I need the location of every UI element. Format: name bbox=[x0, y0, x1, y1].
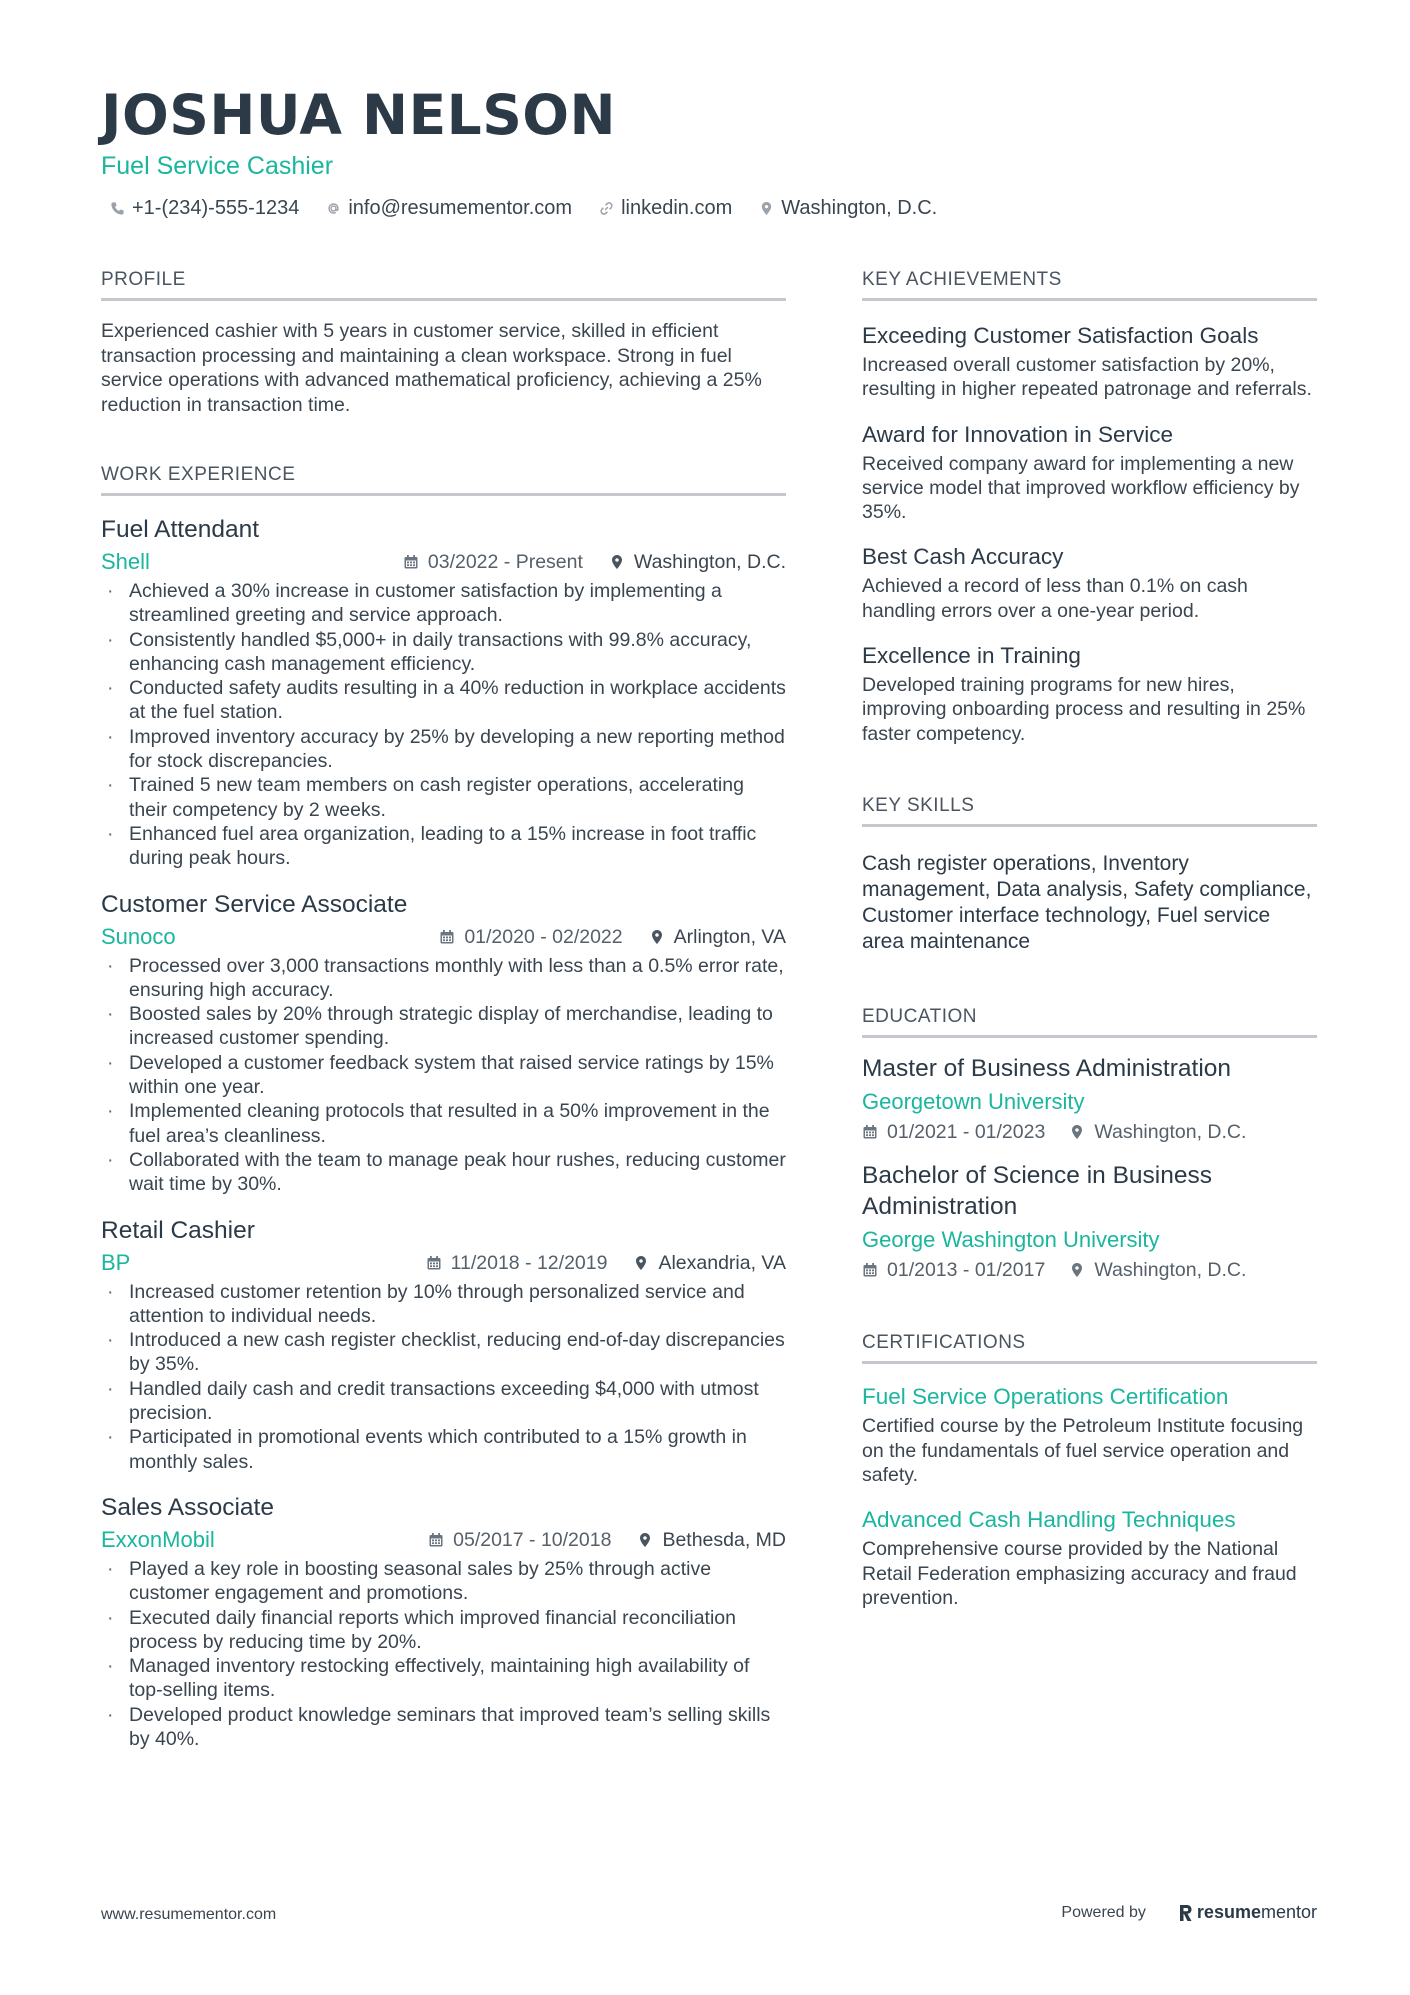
calendar-icon bbox=[862, 1124, 878, 1140]
job-bullets bbox=[101, 579, 786, 871]
job-entry bbox=[101, 1215, 786, 1474]
footer-branding bbox=[1061, 1902, 1317, 1923]
job-bullet: · Consistently handled $5,000+ in daily transactions with 99.8% accuracy, enhancing cash management efficiency. bbox=[107, 628, 752, 675]
footer-website[interactable]: www.resumementor.com bbox=[101, 1906, 277, 1923]
candidate-name: JOSHUA NELSON bbox=[101, 83, 617, 147]
education-heading: EDUCATION bbox=[862, 1005, 1317, 1038]
education-entry bbox=[862, 1161, 1317, 1283]
job-bullet: · Enhanced fuel area organization, leading to a 15% increase in foot traffic during peak hours. bbox=[107, 822, 757, 870]
brand-name-bold: resume bbox=[1196, 1902, 1261, 1922]
brand-name-light: mentor bbox=[1260, 1902, 1317, 1922]
achievement-desc: Received company award for implementing a new service model that improved workflow efficiency by 35%. bbox=[862, 452, 1300, 524]
calendar-icon bbox=[403, 554, 419, 570]
degree-title: Master of Business Administration bbox=[862, 1054, 1232, 1082]
job-bullet: · Trained 5 new team members on cash register operations, accelerating their competency by 2 weeks. bbox=[107, 774, 744, 821]
key-achievements-section bbox=[862, 268, 1317, 746]
achievement-title: Exceeding Customer Satisfaction Goals bbox=[862, 323, 1259, 348]
job-bullets bbox=[101, 1557, 786, 1751]
achievement-item bbox=[862, 420, 1317, 525]
job-bullet: · Implemented cleaning protocols that resulted in a 50% improvement in the fuel area’s cleanliness. bbox=[107, 1100, 770, 1147]
job-dates: 05/2017 - 10/2018 bbox=[428, 1527, 611, 1553]
job-entry bbox=[101, 1492, 786, 1751]
at-icon bbox=[325, 200, 342, 217]
calendar-icon bbox=[439, 929, 455, 945]
map-pin-icon bbox=[758, 200, 775, 217]
key-achievements-heading: KEY ACHIEVEMENTS bbox=[862, 268, 1317, 301]
job-company: Sunoco bbox=[101, 923, 176, 949]
job-bullet: · Conducted safety audits resulting in a 40% reduction in workplace accidents at the fuel station. bbox=[107, 677, 786, 724]
key-skills-section bbox=[862, 794, 1317, 955]
job-meta bbox=[101, 1527, 786, 1553]
link-icon bbox=[598, 200, 615, 217]
profile-section bbox=[101, 268, 786, 417]
job-meta bbox=[101, 924, 786, 950]
contact-linkedin[interactable] bbox=[598, 197, 732, 220]
work-experience-heading: WORK EXPERIENCE bbox=[101, 463, 786, 496]
work-experience-section bbox=[101, 463, 786, 1751]
brand-logo[interactable] bbox=[1178, 1902, 1317, 1923]
education-meta bbox=[862, 1257, 1317, 1283]
resume-header bbox=[101, 82, 1321, 220]
job-bullet: · Executed daily financial reports which improved financial reconciliation process by reducing time by 20%. bbox=[107, 1606, 736, 1653]
job-bullet: · Participated in promotional events which contributed to a 15% growth in monthly sales. bbox=[107, 1426, 747, 1473]
job-bullet: · Developed product knowledge seminars that improved team’s selling skills by 40%. bbox=[107, 1703, 771, 1750]
job-location: Bethesda, MD bbox=[637, 1527, 786, 1553]
certification-item bbox=[862, 1382, 1317, 1487]
job-bullet: · Increased customer retention by 10% through personalized service and attention to individual needs. bbox=[107, 1280, 745, 1327]
certification-title: Fuel Service Operations Certification bbox=[862, 1384, 1229, 1410]
education-dates: 01/2013 - 01/2017 bbox=[862, 1257, 1045, 1283]
education-location: Washington, D.C. bbox=[1069, 1257, 1246, 1283]
achievement-item bbox=[862, 542, 1317, 623]
job-bullet: · Achieved a 30% increase in customer satisfaction by implementing a streamlined greeting and service approach. bbox=[107, 580, 722, 627]
job-bullet: · Processed over 3,000 transactions monthly with less than a 0.5% error rate, ensuring high accuracy. bbox=[107, 954, 784, 1001]
job-title: Sales Associate bbox=[101, 1493, 274, 1521]
job-location: Alexandria, VA bbox=[633, 1250, 786, 1276]
job-location: Arlington, VA bbox=[649, 924, 786, 950]
job-bullets bbox=[101, 1280, 786, 1474]
job-entry bbox=[101, 889, 786, 1197]
job-entry bbox=[101, 514, 786, 871]
education-meta bbox=[862, 1119, 1317, 1145]
contact-phone[interactable] bbox=[109, 197, 299, 220]
certification-desc: Comprehensive course provided by the National Retail Federation emphasizing accuracy and fraud prevention. bbox=[862, 1538, 1297, 1609]
achievement-desc: Developed training programs for new hires, improving onboarding process and resulting in 25% faster competency. bbox=[862, 674, 1306, 745]
school-name: George Washington University bbox=[862, 1227, 1160, 1253]
map-pin-icon bbox=[609, 554, 625, 570]
certification-desc: Certified course by the Petroleum Institute focusing on the fundamentals of fuel service operation and safety. bbox=[862, 1415, 1304, 1487]
key-skills-text: Cash register operations, Inventory management, Data analysis, Safety compliance, Customer interface technology, Fuel service area maintenance bbox=[862, 851, 1312, 953]
calendar-icon bbox=[426, 1255, 442, 1271]
job-bullet: · Boosted sales by 20% through strategic display of merchandise, leading to increased customer spending. bbox=[107, 1003, 773, 1050]
achievement-desc: Increased overall customer satisfaction by 20%, resulting in higher repeated patronage and referrals. bbox=[862, 354, 1312, 401]
contact-email[interactable] bbox=[325, 197, 572, 220]
contact-phone-text: +1-(234)-555-1234 bbox=[132, 197, 300, 219]
job-bullet: · Handled daily cash and credit transactions exceeding $4,000 with utmost precision. bbox=[107, 1377, 759, 1425]
job-bullet: · Played a key role in boosting seasonal sales by 25% through active customer engagement and promotions. bbox=[107, 1557, 712, 1605]
education-section bbox=[862, 1005, 1317, 1284]
right-column bbox=[862, 268, 1317, 1610]
powered-by-label: Powered by bbox=[1061, 1903, 1146, 1921]
contact-linkedin-text: linkedin.com bbox=[621, 197, 733, 219]
degree-title: Bachelor of Science in Business Administration bbox=[862, 1162, 1212, 1220]
phone-icon bbox=[109, 200, 126, 217]
profile-heading: PROFILE bbox=[101, 268, 786, 301]
job-dates: 01/2020 - 02/2022 bbox=[439, 924, 622, 950]
key-skills-heading: KEY SKILLS bbox=[862, 794, 1317, 827]
job-meta bbox=[101, 1250, 786, 1276]
achievement-title: Excellence in Training bbox=[862, 643, 1081, 669]
brand-logo-icon bbox=[1178, 1903, 1193, 1923]
certifications-heading: CERTIFICATIONS bbox=[862, 1331, 1317, 1364]
education-entry bbox=[862, 1054, 1317, 1146]
achievement-item bbox=[862, 641, 1317, 746]
job-title: Retail Cashier bbox=[101, 1216, 255, 1244]
map-pin-icon bbox=[1069, 1124, 1085, 1140]
job-bullet: · Improved inventory accuracy by 25% by developing a new reporting method for stock discrepancies. bbox=[107, 725, 785, 773]
map-pin-icon bbox=[649, 929, 665, 945]
job-company: ExxonMobil bbox=[101, 1526, 215, 1552]
job-bullet: · Collaborated with the team to manage peak hour rushes, reducing customer wait time by 30%. bbox=[107, 1148, 786, 1196]
certifications-section bbox=[862, 1331, 1317, 1610]
job-company: BP bbox=[101, 1249, 131, 1275]
job-location: Washington, D.C. bbox=[609, 549, 786, 575]
job-title: Fuel Attendant bbox=[101, 516, 260, 543]
job-company: Shell bbox=[101, 549, 150, 574]
achievement-desc: Achieved a record of less than 0.1% on cash handling errors over a one-year period. bbox=[862, 575, 1248, 622]
contact-email-text: info@resumementor.com bbox=[348, 197, 573, 219]
job-bullet: · Managed inventory restocking effectively, maintaining high availability of top-selling items. bbox=[107, 1655, 750, 1702]
education-location: Washington, D.C. bbox=[1069, 1119, 1246, 1145]
job-dates: 03/2022 - Present bbox=[403, 549, 583, 575]
profile-summary: Experienced cashier with 5 years in customer service, skilled in efficient transaction processing and maintaining a clean workspace. Strong in fuel service operations with advanced mathematical proficiency, achieving a 25% reduction in transaction time. bbox=[101, 320, 762, 416]
job-dates: 11/2018 - 12/2019 bbox=[426, 1250, 608, 1276]
map-pin-icon bbox=[633, 1255, 649, 1271]
achievement-title: Best Cash Accuracy bbox=[862, 544, 1064, 570]
job-bullet: · Developed a customer feedback system that raised service ratings by 15% within one year. bbox=[107, 1051, 774, 1099]
contact-location bbox=[758, 197, 937, 220]
job-bullets bbox=[101, 954, 786, 1197]
achievement-item bbox=[862, 321, 1317, 402]
candidate-role: Fuel Service Cashier bbox=[101, 152, 334, 180]
contact-bar bbox=[109, 197, 1321, 220]
job-title: Customer Service Associate bbox=[101, 890, 408, 918]
education-dates: 01/2021 - 01/2023 bbox=[862, 1119, 1045, 1145]
left-column bbox=[101, 268, 786, 1751]
job-meta bbox=[101, 549, 786, 575]
contact-location-text: Washington, D.C. bbox=[781, 197, 938, 219]
certification-title: Advanced Cash Handling Techniques bbox=[862, 1507, 1236, 1533]
map-pin-icon bbox=[1069, 1262, 1085, 1278]
job-bullet: · Introduced a new cash register checklist, reducing end-of-day discrepancies by 35%. bbox=[107, 1329, 785, 1376]
certification-item bbox=[862, 1505, 1317, 1610]
school-name: Georgetown University bbox=[862, 1089, 1085, 1115]
calendar-icon bbox=[428, 1532, 444, 1548]
calendar-icon bbox=[862, 1262, 878, 1278]
map-pin-icon bbox=[637, 1532, 653, 1548]
achievement-title: Award for Innovation in Service bbox=[862, 421, 1174, 447]
